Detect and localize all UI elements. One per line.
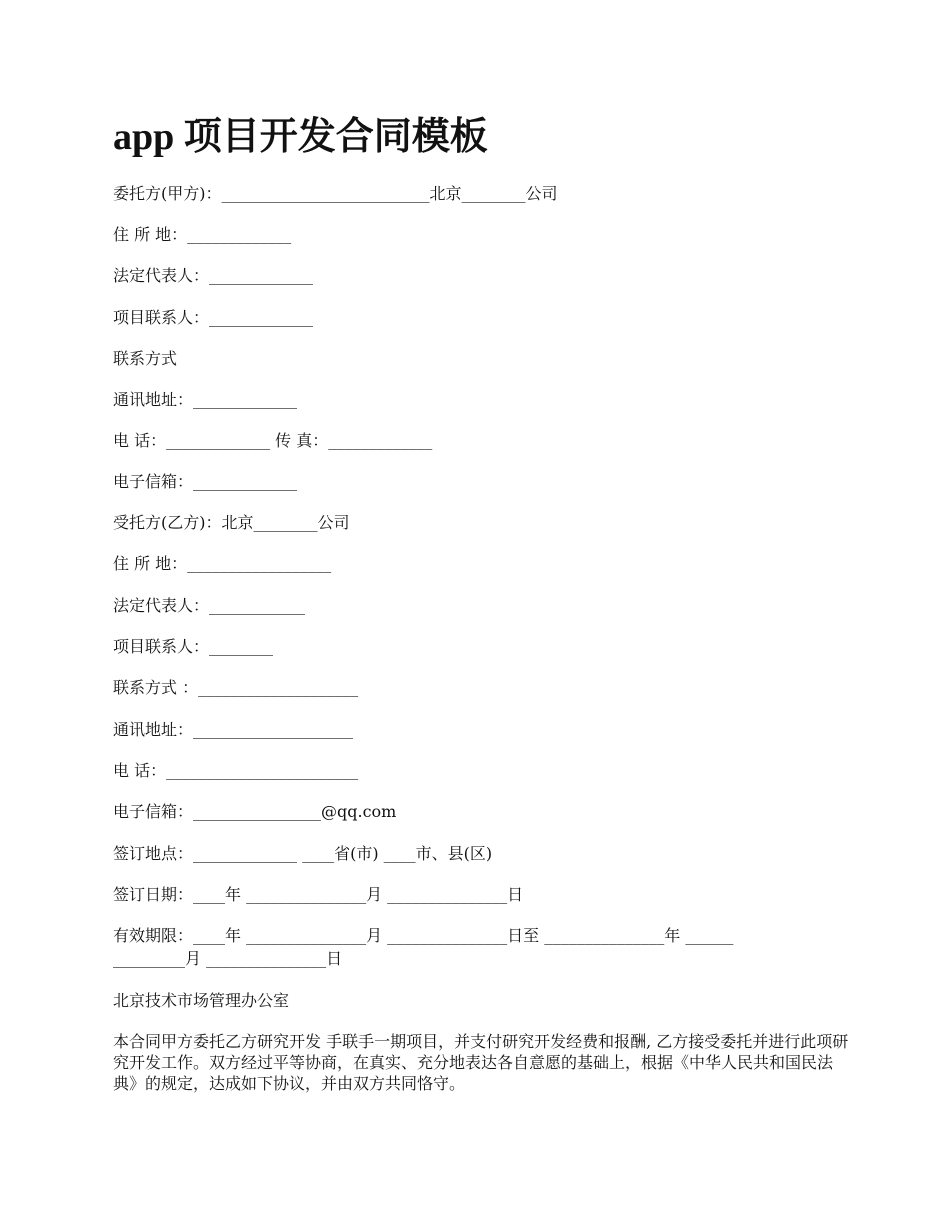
contractor-contact-person-line: 项目联系人：________	[113, 637, 274, 656]
contractor-party-line: 受托方(乙方)：北京________公司	[113, 513, 350, 532]
contract-preamble-paragraph: 本合同甲方委托乙方研究开发 手联手一期项目，并支付研究开发经费和报酬, 乙方接受委托并进行此项研究开发工作。双方经过平等协商，在真实、充分地表达各自意愿的基础上，根据《中华人民共和国民法典》的规定，达成如下协议，并由双方共同恪守。	[113, 1032, 849, 1093]
client-phone-fax-line: 电 话：_____________ 传 真：_____________	[113, 431, 433, 450]
signing-date-line: 签订日期：____年 _______________月 _______________日	[113, 885, 524, 904]
contractor-contact-method-line: 联系方式 ：____________________	[113, 678, 359, 697]
validity-period-line-continued: _________月 _______________日	[113, 949, 343, 968]
contractor-phone-line: 电 话：________________________	[113, 761, 359, 780]
contractor-address-line: 住 所 地：__________________	[113, 554, 332, 573]
client-legal-rep-line: 法定代表人：_____________	[113, 266, 314, 285]
validity-period-line: 有效期限：____年 _______________月 _______________日至 _______________年 ______	[113, 926, 734, 945]
document-title: app 项目开发合同模板	[113, 116, 488, 158]
issuing-office-line: 北京技术市场管理办公室	[113, 991, 290, 1010]
client-mailing-address-line: 通讯地址：_____________	[113, 390, 298, 409]
client-address-line: 住 所 地：_____________	[113, 225, 292, 244]
contractor-legal-rep-line: 法定代表人：____________	[113, 596, 306, 615]
client-contact-method-heading: 联系方式	[113, 349, 178, 368]
client-contact-person-line: 项目联系人：_____________	[113, 308, 314, 327]
client-party-line: 委托方(甲方)：__________________________北京________公司	[113, 184, 558, 203]
client-email-line: 电子信箱：_____________	[113, 472, 298, 491]
contractor-email-line: 电子信箱：________________@qq.com	[113, 802, 397, 821]
contractor-mailing-address-line: 通讯地址：____________________	[113, 720, 354, 739]
signing-place-line: 签订地点：_____________ ____省(市) ____市、县(区)	[113, 844, 493, 863]
